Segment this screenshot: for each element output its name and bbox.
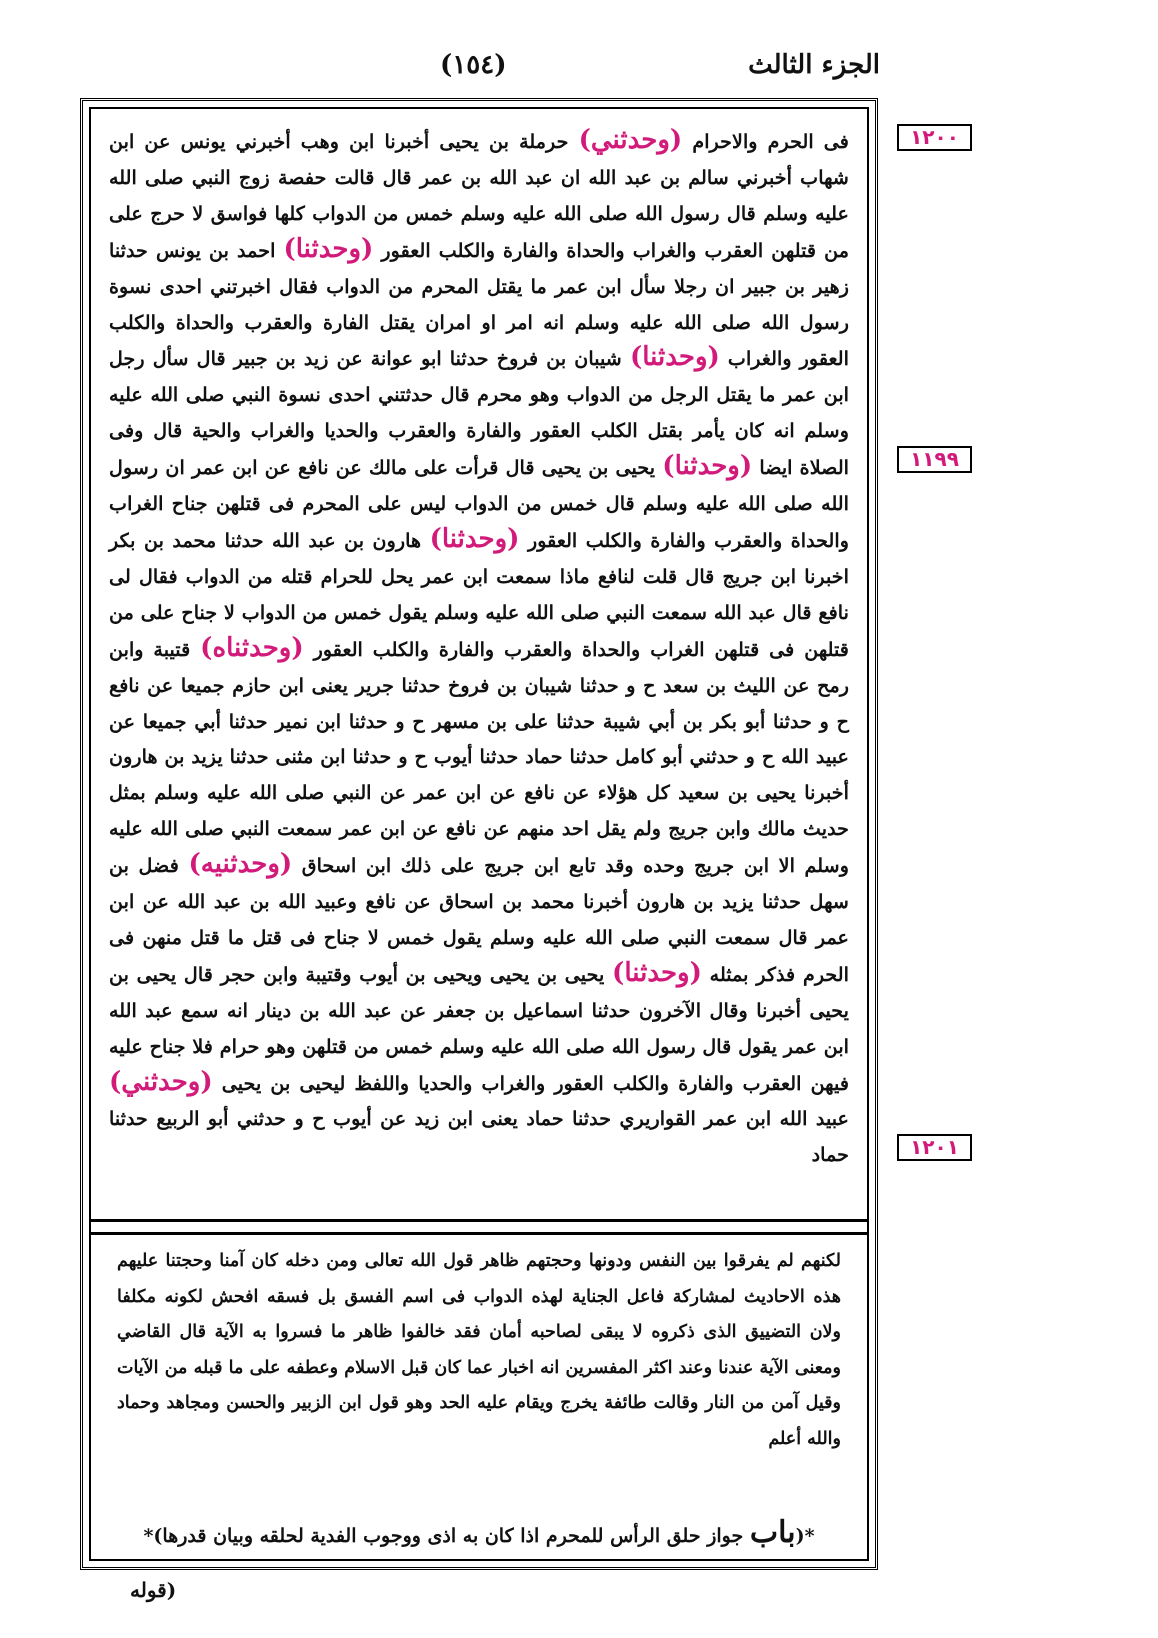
text-segment: عبيد الله ابن عمر القواريري حدثنا حماد يعنى ابن زيد عن أيوب ح و حدثني أبو الربيع حدثنا حماد: [109, 1107, 849, 1167]
section-divider: [91, 1219, 867, 1235]
text-segment: فى الحرم والاحرام: [692, 130, 849, 153]
narration-marker: (وحدثنا): [662, 451, 753, 482]
hadith-number-1201: ١٢٠١: [897, 1134, 972, 1161]
hadith-text-block: [109, 123, 849, 1203]
page-header: [80, 50, 880, 90]
text-segment: يحيى بن يحيى قال قرأت على مالك عن نافع عن ابن عمر ان رسول الله صلى الله عليه وسلم قال خمس من الدواب ليس على المحرم فى قتلهن جناح الغراب والحداة والعقرب والفارة والكلب العقور: [109, 456, 849, 552]
narration-marker: (وحدثني): [578, 125, 683, 155]
hadith-number-1199: ١١٩٩: [897, 446, 972, 473]
narration-marker: (وحدثنا): [283, 233, 374, 264]
narration-marker: (وحدثنا): [629, 342, 720, 373]
commentary-text: لكنهم لم يفرقوا بين النفس ودونها وحجتهم ظاهر قول الله تعالى ومن دخله كان آمنا وحجتنا عليهم هذه الاحاديث لمشاركة فاعل الجناية لهذه الدواب فى اسم الفسق بل فسقه افحش لكونه مكلفا ولان التضييق الذى ذكروه لا يبقى لصاحبه أمان فقد خالفوا ظاهر ما فسروا به الآية قال القاضي ومعنى الآية عندنا وعند اكثر المفسرين انه اخبار عما كان قبل الاسلام وعطفه على ما قبله من الآيات وقيل آمن من النار وقالت طائفة يخرج ويقام عليه الحد وهو قول ابن الزبير والحسن ومجاهد وحماد والله أعلم: [117, 1251, 841, 1449]
text-segment: حرملة بن يحيى أخبرنا ابن وهب أخبرني يونس عن ابن شهاب أخبرني سالم بن عبد الله ان عبد الله بن عمر قال قالت حفصة زوج النبي صلى الله عليه وسلم قال رسول الله صلى الله عليه وسلم خمس من الدواب كلها فواسق لا حرج على من قتلهن العقرب والغراب والحداة والفارة والكلب العقور: [109, 130, 849, 262]
chapter-title: جواز حلق الرأس للمحرم اذا كان به اذى ووجوب الفدية لحلقه وبيان قدرها)*: [143, 1525, 744, 1547]
chapter-heading: [121, 1515, 837, 1555]
commentary-block: [117, 1244, 841, 1459]
narration-marker: (وحدثنا): [429, 523, 520, 554]
volume-title: الجزء الثالث: [748, 50, 880, 80]
hadith-number-1200: ١٢٠٠: [897, 124, 972, 151]
inner-border: [89, 107, 869, 1561]
narration-marker: (وحدثنيه): [188, 849, 293, 880]
page-frame: [80, 98, 878, 1570]
narration-marker: (وحدثناه): [200, 632, 304, 663]
text-segment: شيبان بن فروخ حدثنا ابو عوانة عن زيد بن جبير قال سأل رجل ابن عمر ما يقتل الرجل من الدواب وهو محرم قال حدثتني احدى نسوة النبي صلى الله عليه وسلم انه كان يأمر بقتل الكلب العقور والفارة والعقرب والحديا والغراب والحية قال وفى الصلاة ايضا: [109, 347, 849, 480]
catchword: (قوله: [130, 1578, 177, 1602]
text-segment: قتيبة وابن رمح عن الليث بن سعد ح و حدثنا شيبان بن فروخ حدثنا جرير يعنى ابن حازم جميعا عن نافع ح و حدثنا أبو بكر بن أبي شيبة حدثنا على بن مسهر ح و حدثنا ابن نمير حدثنا أبي جميعا عن عبيد الله ح و حدثني أبو كامل حدثنا حماد حدثنا أيوب ح و حدثنا ابن مثنى حدثنا يزيد بن هارون أخبرنا يحيى بن سعيد كل هؤلاء عن نافع عن ابن عمر عن النبي صلى الله عليه وسلم بمثل حديث مالك وابن جريج ولم يقل احد منهم عن نافع عن ابن عمر سمعت النبي صلى الله عليه وسلم الا ابن جريج وحده وقد تابع ابن جريج على ذلك ابن اسحاق: [109, 637, 849, 878]
text-segment: فضل بن سهل حدثنا يزيد بن هارون أخبرنا محمد بن اسحاق عن نافع وعبيد الله بن عبد الله عن ابن عمر قال سمعت النبي صلى الله عليه وسلم يقول خمس لا جناح فى قتل ما قتل منهن فى الحرم فذكر بمثله: [109, 854, 849, 986]
hadith-paragraph: [109, 123, 849, 1173]
page-number: (١٥٤): [440, 50, 507, 80]
chapter-prefix: *(: [795, 1525, 815, 1547]
chapter-word: باب: [749, 1515, 796, 1550]
narration-marker: (وحدثنا): [612, 957, 702, 988]
narration-marker: (وحدثني): [109, 1066, 213, 1097]
text-segment: يحيى بن يحيى ويحيى بن أيوب وقتيبة وابن حجر قال يحيى بن يحيى أخبرنا وقال الآخرون حدثنا اسماعيل بن جعفر عن عبد الله بن دينار انه سمع عبد الله ابن عمر يقول قال رسول الله صلى الله عليه وسلم خمس من قتلهن وهو حرام فلا جناح عليه فيهن العقرب والفارة والكلب العقور والغراب والحديا واللفظ ليحيى بن يحيى: [109, 962, 849, 1095]
text-segment: هارون بن عبد الله حدثنا محمد بن بكر اخبرنا ابن جريج قال قلت لنافع ماذا سمعت ابن عمر يحل للحرام قتله من الدواب فقال لى نافع قال عبد الله سمعت النبي صلى الله عليه وسلم يقول خمس من الدواب لا جناح على من قتلهن فى قتلهن الغراب والحداة والعقرب والفارة والكلب العقور: [109, 528, 849, 661]
text-segment: احمد بن يونس حدثنا زهير بن جبير ان رجلا سأل ابن عمر ما يقتل المحرم من الدواب فقال اخبرتني احدى نسوة رسول الله صلى الله عليه وسلم انه امر او امران يقتل الفارة والعقرب والحداة والكلب العقور والغراب: [109, 238, 849, 371]
